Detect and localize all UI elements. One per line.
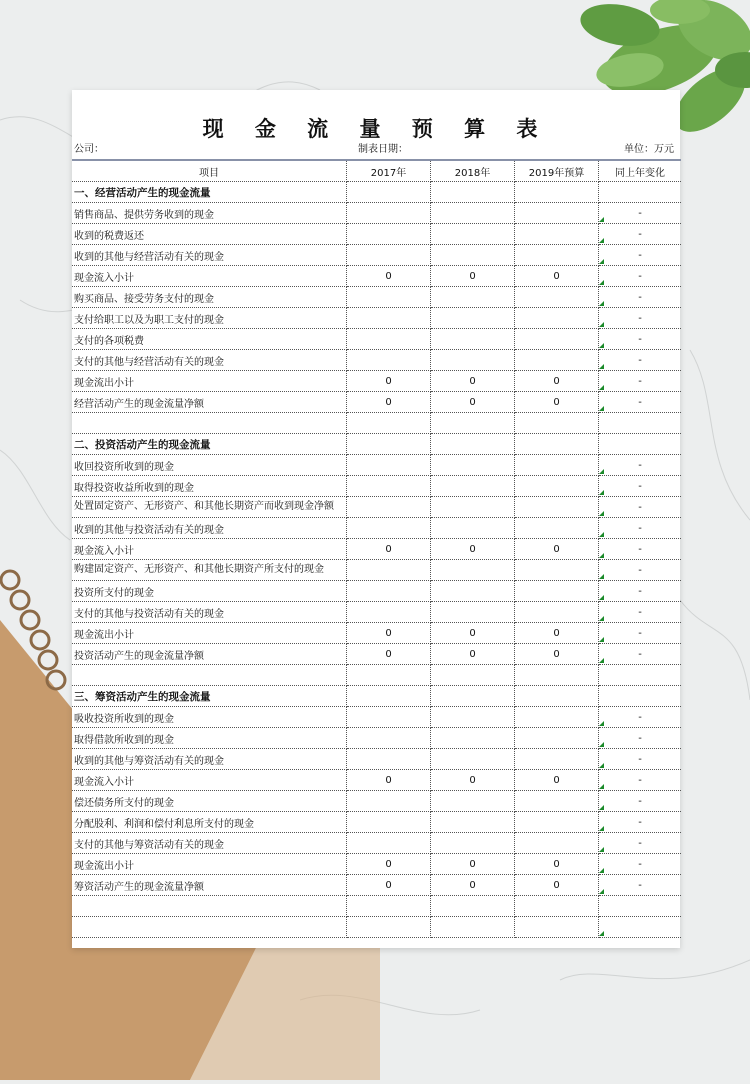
table-row <box>72 833 681 854</box>
table-row <box>72 560 681 581</box>
value-2019[interactable] <box>515 707 599 728</box>
cell-comment-marker-icon <box>599 322 604 327</box>
cell-comment-marker-icon <box>599 469 604 474</box>
table-cell[interactable] <box>431 665 515 686</box>
section-row <box>72 686 681 707</box>
table-cell[interactable] <box>431 917 515 938</box>
table-row <box>72 518 681 539</box>
change-cell[interactable] <box>599 455 682 476</box>
change-value: - <box>638 312 642 324</box>
cell-comment-marker-icon <box>599 511 604 516</box>
row-label[interactable]: 现金流出小计 <box>72 371 347 392</box>
value-2017[interactable]: 0 <box>347 854 431 875</box>
change-value: - <box>638 459 642 471</box>
value-2018[interactable]: 0 <box>431 770 515 791</box>
cell-comment-marker-icon <box>599 364 604 369</box>
header-2018: 2018年 <box>431 160 515 182</box>
row-label[interactable]: 偿还债务所支付的现金 <box>72 791 347 812</box>
blank-row <box>72 917 681 938</box>
value-2018[interactable] <box>431 455 515 476</box>
table-row <box>72 350 681 371</box>
value-2019[interactable] <box>515 224 599 245</box>
change-cell[interactable] <box>599 245 682 266</box>
change-value: - <box>638 249 642 261</box>
value-2019[interactable] <box>515 812 599 833</box>
value-2019[interactable] <box>515 497 599 518</box>
change-value: - <box>638 837 642 849</box>
table-cell[interactable] <box>599 665 682 686</box>
cell-comment-marker-icon <box>599 385 604 390</box>
table-row <box>72 203 681 224</box>
value-2017[interactable] <box>347 581 431 602</box>
change-cell[interactable] <box>599 560 682 581</box>
value-2018[interactable] <box>431 749 515 770</box>
table-row <box>72 791 681 812</box>
cell-comment-marker-icon <box>599 574 604 579</box>
row-label[interactable]: 现金流入小计 <box>72 539 347 560</box>
change-value: - <box>638 648 642 660</box>
table-cell[interactable] <box>515 686 599 707</box>
value-2018[interactable]: 0 <box>431 644 515 665</box>
table-row <box>72 854 681 875</box>
change-cell[interactable] <box>599 728 682 749</box>
value-2019[interactable] <box>515 287 599 308</box>
table-cell[interactable] <box>431 182 515 203</box>
value-2017[interactable]: 0 <box>347 623 431 644</box>
change-value: - <box>638 858 642 870</box>
header-2017: 2017年 <box>347 160 431 182</box>
cell-comment-marker-icon <box>599 658 604 663</box>
section-row <box>72 434 681 455</box>
table-row <box>72 497 681 518</box>
blank-row <box>72 413 681 434</box>
value-2018[interactable] <box>431 707 515 728</box>
change-cell[interactable] <box>599 392 682 413</box>
row-label[interactable]: 投资活动产生的现金流量净额 <box>72 644 347 665</box>
row-label[interactable]: 现金流出小计 <box>72 623 347 644</box>
table-row <box>72 644 681 665</box>
value-2018[interactable]: 0 <box>431 854 515 875</box>
date-label: 制表日期： <box>358 144 408 155</box>
change-cell[interactable] <box>599 581 682 602</box>
table-cell[interactable] <box>72 665 347 686</box>
cell-comment-marker-icon <box>599 889 604 894</box>
header-2019-budget: 2019年预算 <box>515 160 599 182</box>
value-2018[interactable] <box>431 203 515 224</box>
row-label[interactable]: 处置固定资产、无形资产、和其他长期资产而收到现金净额 <box>72 497 347 518</box>
row-label[interactable]: 收到的其他与投资活动有关的现金 <box>72 518 347 539</box>
value-2019[interactable] <box>515 791 599 812</box>
blank-row <box>72 896 681 917</box>
value-2019[interactable] <box>515 203 599 224</box>
change-cell[interactable] <box>599 224 682 245</box>
table-row <box>72 812 681 833</box>
header-item: 项目 <box>72 160 347 182</box>
spreadsheet-sheet <box>72 90 680 948</box>
table-cell[interactable] <box>431 686 515 707</box>
change-value: - <box>638 333 642 345</box>
value-2019[interactable]: 0 <box>515 266 599 287</box>
value-2019[interactable] <box>515 833 599 854</box>
value-2017[interactable] <box>347 497 431 518</box>
cell-comment-marker-icon <box>599 616 604 621</box>
value-2019[interactable]: 0 <box>515 644 599 665</box>
change-cell[interactable] <box>599 749 682 770</box>
table-cell[interactable] <box>72 413 347 434</box>
table-cell[interactable] <box>599 182 682 203</box>
cell-comment-marker-icon <box>599 742 604 747</box>
table-row <box>72 329 681 350</box>
value-2017[interactable] <box>347 791 431 812</box>
row-label[interactable]: 销售商品、提供劳务收到的现金 <box>72 203 347 224</box>
change-value: - <box>638 543 642 555</box>
table-cell[interactable] <box>599 686 682 707</box>
table-cell[interactable] <box>599 896 682 917</box>
table-row <box>72 476 681 497</box>
header-row <box>72 160 681 182</box>
table-cell[interactable] <box>431 896 515 917</box>
value-2017[interactable]: 0 <box>347 371 431 392</box>
value-2018[interactable] <box>431 497 515 518</box>
value-2017[interactable] <box>347 245 431 266</box>
value-2018[interactable]: 0 <box>431 539 515 560</box>
value-2019[interactable] <box>515 728 599 749</box>
cell-comment-marker-icon <box>599 763 604 768</box>
table-cell[interactable] <box>515 182 599 203</box>
cell-comment-marker-icon <box>599 532 604 537</box>
value-2018[interactable] <box>431 518 515 539</box>
value-2017[interactable] <box>347 308 431 329</box>
unit-label: 单位：万元 <box>624 144 674 155</box>
value-2019[interactable] <box>515 329 599 350</box>
row-label[interactable]: 支付的各项税费 <box>72 329 347 350</box>
value-2018[interactable] <box>431 476 515 497</box>
cell-comment-marker-icon <box>599 343 604 348</box>
row-label[interactable]: 收到的其他与经营活动有关的现金 <box>72 245 347 266</box>
change-value: - <box>638 711 642 723</box>
value-2017[interactable]: 0 <box>347 266 431 287</box>
value-2017[interactable] <box>347 560 431 581</box>
table-row <box>72 224 681 245</box>
cell-comment-marker-icon <box>599 637 604 642</box>
value-2017[interactable] <box>347 812 431 833</box>
row-label[interactable]: 购买商品、接受劳务支付的现金 <box>72 287 347 308</box>
row-label[interactable]: 支付的其他与筹资活动有关的现金 <box>72 833 347 854</box>
section-row <box>72 182 681 203</box>
table-cell[interactable] <box>515 896 599 917</box>
table-cell[interactable] <box>515 434 599 455</box>
row-label[interactable]: 投资所支付的现金 <box>72 581 347 602</box>
row-label[interactable]: 支付的其他与投资活动有关的现金 <box>72 602 347 623</box>
change-value: - <box>638 375 642 387</box>
cell-comment-marker-icon <box>599 280 604 285</box>
value-2018[interactable] <box>431 728 515 749</box>
change-cell[interactable] <box>599 644 682 665</box>
value-2019[interactable]: 0 <box>515 371 599 392</box>
table-row <box>72 581 681 602</box>
value-2018[interactable] <box>431 308 515 329</box>
change-cell[interactable] <box>599 266 682 287</box>
value-2017[interactable] <box>347 350 431 371</box>
change-value: - <box>638 585 642 597</box>
change-value: - <box>638 501 642 513</box>
value-2017[interactable] <box>347 203 431 224</box>
table-cell[interactable] <box>515 665 599 686</box>
value-2019[interactable]: 0 <box>515 875 599 896</box>
value-2018[interactable] <box>431 350 515 371</box>
cell-comment-marker-icon <box>599 217 604 222</box>
cell-comment-marker-icon <box>599 805 604 810</box>
row-label[interactable]: 现金流入小计 <box>72 770 347 791</box>
change-value: - <box>638 480 642 492</box>
change-cell[interactable] <box>599 308 682 329</box>
table-row <box>72 392 681 413</box>
header-change: 同上年变化 <box>599 160 682 182</box>
cell-comment-marker-icon <box>599 238 604 243</box>
value-2017[interactable] <box>347 518 431 539</box>
cash-flow-table <box>72 159 681 938</box>
cell-comment-marker-icon <box>599 721 604 726</box>
change-value: - <box>638 627 642 639</box>
value-2018[interactable] <box>431 833 515 854</box>
change-value: - <box>638 270 642 282</box>
value-2019[interactable] <box>515 455 599 476</box>
change-cell[interactable] <box>599 203 682 224</box>
change-cell[interactable] <box>599 833 682 854</box>
cell-comment-marker-icon <box>599 259 604 264</box>
cell-comment-marker-icon <box>599 553 604 558</box>
table-cell[interactable] <box>347 413 431 434</box>
table-row <box>72 245 681 266</box>
value-2019[interactable] <box>515 245 599 266</box>
table-row <box>72 308 681 329</box>
section-label[interactable]: 三、筹资活动产生的现金流量 <box>72 686 347 707</box>
value-2018[interactable] <box>431 560 515 581</box>
table-row <box>72 770 681 791</box>
table-row <box>72 707 681 728</box>
row-label[interactable]: 现金流出小计 <box>72 854 347 875</box>
row-label[interactable]: 收到的其他与筹资活动有关的现金 <box>72 749 347 770</box>
change-cell[interactable] <box>599 287 682 308</box>
table-row <box>72 287 681 308</box>
value-2018[interactable] <box>431 224 515 245</box>
row-label[interactable]: 支付的其他与经营活动有关的现金 <box>72 350 347 371</box>
cell-comment-marker-icon <box>599 406 604 411</box>
change-cell[interactable] <box>599 854 682 875</box>
change-cell[interactable] <box>599 770 682 791</box>
table-row <box>72 623 681 644</box>
table-cell[interactable] <box>431 434 515 455</box>
change-value: - <box>638 228 642 240</box>
row-label[interactable]: 取得投资收益所收到的现金 <box>72 476 347 497</box>
row-label[interactable]: 取得借款所收到的现金 <box>72 728 347 749</box>
value-2017[interactable] <box>347 287 431 308</box>
value-2018[interactable]: 0 <box>431 623 515 644</box>
value-2019[interactable] <box>515 308 599 329</box>
table-body <box>72 182 681 938</box>
company-label: 公司： <box>74 144 104 155</box>
value-2019[interactable]: 0 <box>515 770 599 791</box>
table-cell[interactable] <box>515 917 599 938</box>
table-cell[interactable] <box>515 413 599 434</box>
value-2018[interactable] <box>431 581 515 602</box>
change-cell[interactable] <box>599 476 682 497</box>
value-2017[interactable] <box>347 476 431 497</box>
change-value: - <box>638 732 642 744</box>
change-cell[interactable] <box>599 371 682 392</box>
change-value: - <box>638 774 642 786</box>
row-label[interactable]: 筹资活动产生的现金流量净额 <box>72 875 347 896</box>
change-cell[interactable] <box>599 497 682 518</box>
table-row <box>72 728 681 749</box>
value-2019[interactable] <box>515 350 599 371</box>
cell-comment-marker-icon <box>599 868 604 873</box>
change-value: - <box>638 291 642 303</box>
value-2018[interactable] <box>431 791 515 812</box>
row-label[interactable]: 分配股利、利润和偿付利息所支付的现金 <box>72 812 347 833</box>
table-cell[interactable] <box>347 182 431 203</box>
change-cell[interactable] <box>599 812 682 833</box>
value-2018[interactable] <box>431 287 515 308</box>
value-2017[interactable] <box>347 833 431 854</box>
value-2018[interactable]: 0 <box>431 875 515 896</box>
change-value: - <box>638 207 642 219</box>
value-2019[interactable] <box>515 749 599 770</box>
value-2018[interactable]: 0 <box>431 392 515 413</box>
table-cell[interactable] <box>72 917 347 938</box>
value-2017[interactable] <box>347 224 431 245</box>
change-value: - <box>638 396 642 408</box>
change-cell[interactable] <box>599 791 682 812</box>
value-2019[interactable] <box>515 518 599 539</box>
cell-comment-marker-icon <box>599 490 604 495</box>
table-cell[interactable] <box>599 917 682 938</box>
section-label[interactable]: 二、投资活动产生的现金流量 <box>72 434 347 455</box>
change-value: - <box>638 879 642 891</box>
table-row <box>72 749 681 770</box>
value-2017[interactable]: 0 <box>347 539 431 560</box>
row-label[interactable]: 购建固定资产、无形资产、和其他长期资产所支付的现金 <box>72 560 347 581</box>
value-2017[interactable]: 0 <box>347 770 431 791</box>
change-value: - <box>638 816 642 828</box>
row-label[interactable]: 经营活动产生的现金流量净额 <box>72 392 347 413</box>
change-value: - <box>638 753 642 765</box>
value-2019[interactable]: 0 <box>515 539 599 560</box>
value-2017[interactable] <box>347 728 431 749</box>
row-label[interactable]: 支付给职工以及为职工支付的现金 <box>72 308 347 329</box>
change-cell[interactable] <box>599 329 682 350</box>
change-cell[interactable] <box>599 875 682 896</box>
change-cell[interactable] <box>599 707 682 728</box>
value-2019[interactable] <box>515 581 599 602</box>
table-cell[interactable] <box>431 413 515 434</box>
cell-comment-marker-icon <box>599 826 604 831</box>
row-label[interactable]: 现金流入小计 <box>72 266 347 287</box>
row-label[interactable]: 收回投资所收到的现金 <box>72 455 347 476</box>
change-value: - <box>638 606 642 618</box>
value-2017[interactable]: 0 <box>347 392 431 413</box>
value-2017[interactable] <box>347 455 431 476</box>
sheet-title: 现 金 流 量 预 算 表 <box>202 116 550 141</box>
table-row <box>72 455 681 476</box>
cell-comment-marker-icon <box>599 784 604 789</box>
row-label[interactable]: 吸收投资所收到的现金 <box>72 707 347 728</box>
value-2017[interactable] <box>347 602 431 623</box>
table-row <box>72 539 681 560</box>
value-2017[interactable] <box>347 329 431 350</box>
table-cell[interactable] <box>599 413 682 434</box>
cell-comment-marker-icon <box>599 595 604 600</box>
table-row <box>72 371 681 392</box>
table-cell[interactable] <box>599 434 682 455</box>
cell-comment-marker-icon <box>599 301 604 306</box>
change-cell[interactable] <box>599 350 682 371</box>
value-2017[interactable]: 0 <box>347 875 431 896</box>
value-2018[interactable] <box>431 245 515 266</box>
table-cell[interactable] <box>347 896 431 917</box>
value-2018[interactable]: 0 <box>431 371 515 392</box>
value-2019[interactable] <box>515 560 599 581</box>
value-2019[interactable]: 0 <box>515 623 599 644</box>
value-2018[interactable] <box>431 812 515 833</box>
table-cell[interactable] <box>72 896 347 917</box>
section-label[interactable]: 一、经营活动产生的现金流量 <box>72 182 347 203</box>
value-2018[interactable]: 0 <box>431 266 515 287</box>
change-cell[interactable] <box>599 518 682 539</box>
value-2017[interactable] <box>347 707 431 728</box>
change-cell[interactable] <box>599 623 682 644</box>
value-2017[interactable] <box>347 749 431 770</box>
value-2018[interactable] <box>431 329 515 350</box>
table-cell[interactable] <box>347 917 431 938</box>
value-2019[interactable] <box>515 476 599 497</box>
row-label[interactable]: 收到的税费返还 <box>72 224 347 245</box>
change-value: - <box>638 354 642 366</box>
change-value: - <box>638 522 642 534</box>
table-row <box>72 875 681 896</box>
table-cell[interactable] <box>347 434 431 455</box>
table-row <box>72 266 681 287</box>
change-cell[interactable] <box>599 539 682 560</box>
value-2017[interactable]: 0 <box>347 644 431 665</box>
cell-comment-marker-icon <box>599 931 604 936</box>
change-value: - <box>638 564 642 576</box>
value-2019[interactable]: 0 <box>515 392 599 413</box>
blank-row <box>72 665 681 686</box>
table-row <box>72 602 681 623</box>
change-value: - <box>638 795 642 807</box>
value-2019[interactable]: 0 <box>515 854 599 875</box>
table-cell[interactable] <box>347 665 431 686</box>
value-2018[interactable] <box>431 602 515 623</box>
value-2019[interactable] <box>515 602 599 623</box>
change-cell[interactable] <box>599 602 682 623</box>
cell-comment-marker-icon <box>599 847 604 852</box>
table-cell[interactable] <box>347 686 431 707</box>
